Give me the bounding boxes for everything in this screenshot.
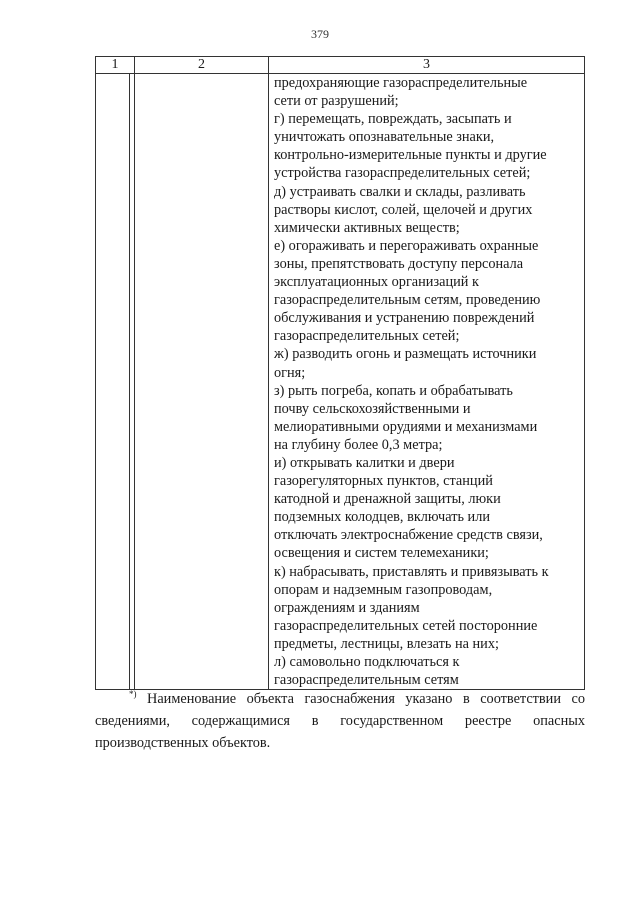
- text-line: зоны, препятствовать доступу персонала: [274, 255, 524, 272]
- text-line: ограждениям и зданиям: [274, 599, 420, 616]
- text-line: обслуживания и устранению повреждений: [274, 310, 535, 327]
- text-line: л) самовольно подключаться к: [274, 654, 460, 670]
- table-body-row: [96, 74, 585, 690]
- text-line: устройства газораспределительных сетей;: [274, 165, 531, 182]
- text-line: мелиоративными орудиями и механизмами: [274, 418, 538, 435]
- text-line: химически активных веществ;: [274, 219, 460, 236]
- footnote-text-1: Наименование объекта газоснабжения указано в соответствии со: [147, 691, 585, 707]
- text-line: предметы, лестницы, влезать на них;: [274, 635, 499, 652]
- cell-col-2: [135, 74, 269, 690]
- footnote-line-2: сведениями, содержащимися в государственном реестре опасных: [95, 713, 585, 729]
- cell-col-1: [96, 74, 135, 690]
- text-line: подземных колодцев, включать или: [274, 509, 490, 526]
- text-line: катодной и дренажной защиты, люки: [274, 491, 501, 508]
- text-line: з) рыть погреба, копать и обрабатывать: [274, 382, 513, 399]
- text-line: ж) разводить огонь и размещать источники: [274, 346, 537, 363]
- text-line: на глубину более 0,3 метра;: [274, 436, 443, 453]
- text-line: почву сельскохозяйственными и: [274, 400, 471, 417]
- table-header-row: [96, 57, 585, 74]
- cell-col-3: [269, 74, 585, 690]
- footnote-line-1: [95, 688, 585, 710]
- text-line: растворы кислот, солей, щелочей и других: [274, 201, 533, 218]
- header-col-1: 1: [96, 57, 135, 74]
- header-col-3: 3: [269, 57, 585, 74]
- footnote-line-3: производственных объектов.: [95, 735, 271, 751]
- text-line: отключать электроснабжение средств связи,: [274, 527, 543, 544]
- text-line: и) открывать калитки и двери: [274, 454, 455, 471]
- text-line: е) огораживать и перегораживать охранные: [274, 237, 539, 254]
- footnote: [95, 688, 585, 754]
- text-line: контрольно-измерительные пункты и другие: [274, 147, 547, 164]
- text-line: огня;: [274, 364, 306, 381]
- text-line: сети от разрушений;: [274, 93, 399, 110]
- text-line: д) устраивать свалки и склады, разливать: [274, 183, 526, 200]
- text-line: газорегуляторных пунктов, станций: [274, 473, 493, 490]
- text-line: газораспределительных сетей посторонние: [274, 617, 538, 634]
- text-line: освещения и систем телемеханики;: [274, 545, 489, 562]
- text-line: опорам и надземным газопроводам,: [274, 581, 493, 598]
- cell-col-1-rule: [96, 74, 130, 689]
- text-line: газораспределительным сетям: [274, 672, 459, 689]
- text-line: уничтожать опознавательные знаки,: [274, 129, 495, 146]
- header-col-2: 2: [135, 57, 269, 74]
- text-line: г) перемещать, повреждать, засыпать и: [274, 111, 512, 128]
- text-line: к) набрасывать, приставлять и привязывать к: [274, 563, 549, 580]
- text-line: предохраняющие газораспределительные: [274, 75, 528, 91]
- footnote-marker: *): [129, 689, 137, 700]
- text-line: газораспределительных сетей;: [274, 328, 460, 345]
- requirements-table: [95, 56, 585, 690]
- text-line: газораспределительным сетям, проведению: [274, 292, 541, 309]
- page-number: 379: [311, 27, 329, 41]
- text-line: эксплуатационных организаций к: [274, 274, 479, 291]
